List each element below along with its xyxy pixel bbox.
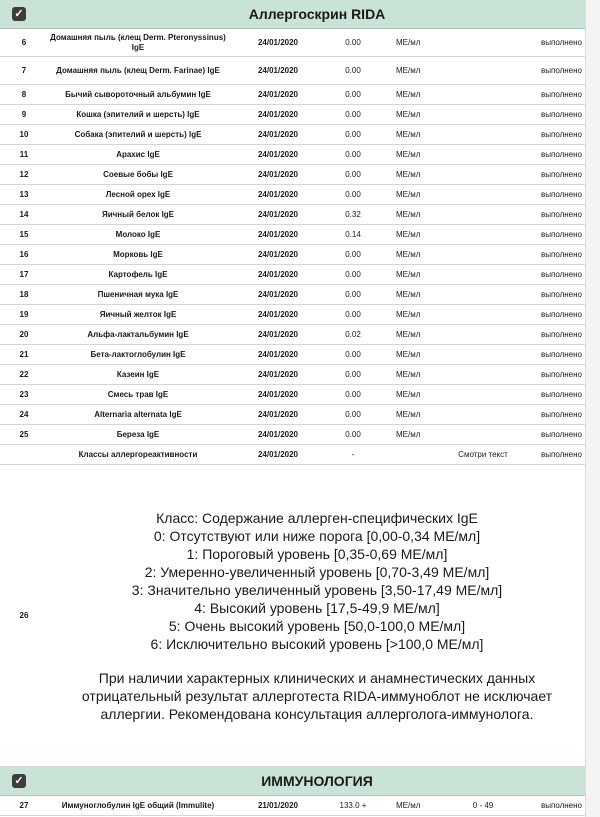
test-status: выполнено (526, 445, 586, 465)
reference-range (440, 405, 526, 425)
test-unit: МЕ/мл (378, 85, 440, 105)
test-status: выполнено (526, 425, 586, 445)
reference-range: Смотри текст (440, 445, 526, 465)
test-value: 0.00 (328, 245, 378, 265)
row-number (0, 445, 48, 465)
test-status: выполнено (526, 29, 586, 57)
test-value: 0.00 (328, 165, 378, 185)
row-number: 13 (0, 185, 48, 205)
test-unit: МЕ/мл (378, 325, 440, 345)
reference-range (440, 345, 526, 365)
test-name: Иммуноглобулин IgE общий (Immulite) (48, 796, 228, 816)
class-line: 3: Значительно увеличенный уровень [3,50-17,49 МЕ/мл] (131, 581, 503, 598)
test-status: выполнено (526, 85, 586, 105)
test-unit: МЕ/мл (378, 165, 440, 185)
test-unit: МЕ/мл (378, 425, 440, 445)
test-name: Смесь трав IgE (48, 385, 228, 405)
test-value: 0.00 (328, 405, 378, 425)
test-value: 0.00 (328, 265, 378, 285)
test-value: 0.00 (328, 145, 378, 165)
row-number: 17 (0, 265, 48, 285)
test-status: выполнено (526, 145, 586, 165)
test-status: выполнено (526, 125, 586, 145)
test-date: 24/01/2020 (228, 305, 328, 325)
row-number: 27 (0, 796, 48, 816)
test-name: Альфа-лактальбумин IgE (48, 325, 228, 345)
section-checkbox-icon[interactable]: ✓ (12, 7, 26, 21)
test-date: 24/01/2020 (228, 365, 328, 385)
test-date: 24/01/2020 (228, 85, 328, 105)
class-line: 0: Отсутствуют или ниже порога [0,00-0,34 МЕ/мл] (153, 527, 481, 544)
class-line: 6: Исключительно высокий уровень [>100,0 МЕ/мл] (150, 635, 484, 652)
test-date: 24/01/2020 (228, 145, 328, 165)
test-value: - (328, 445, 378, 465)
table-row (0, 105, 586, 125)
reference-range (440, 325, 526, 345)
section-header-immunology (0, 767, 586, 796)
allergy-classes-text (48, 465, 586, 767)
test-status: выполнено (526, 325, 586, 345)
reference-range (440, 365, 526, 385)
row-number: 11 (0, 145, 48, 165)
row-number: 16 (0, 245, 48, 265)
test-name: Яичный желток IgE (48, 305, 228, 325)
table-row (0, 325, 586, 345)
test-date: 24/01/2020 (228, 185, 328, 205)
test-status: выполнено (526, 345, 586, 365)
test-unit: МЕ/мл (378, 105, 440, 125)
reference-range (440, 305, 526, 325)
test-date: 24/01/2020 (228, 345, 328, 365)
reference-range (440, 29, 526, 57)
test-unit: МЕ/мл (378, 385, 440, 405)
test-value: 0.00 (328, 305, 378, 325)
class-line: Класс: Содержание аллерген-специфических IgE (156, 509, 478, 526)
test-value: 0.00 (328, 345, 378, 365)
test-status: выполнено (526, 165, 586, 185)
test-value: 0.14 (328, 225, 378, 245)
row-number: 9 (0, 105, 48, 125)
row-number: 19 (0, 305, 48, 325)
table-row (0, 425, 586, 445)
reference-range (440, 57, 526, 85)
row-number: 7 (0, 57, 48, 85)
table-row (0, 385, 586, 405)
reference-range (440, 265, 526, 285)
test-value: 0.00 (328, 365, 378, 385)
test-unit: МЕ/мл (378, 29, 440, 57)
table-row (0, 265, 586, 285)
row-number: 26 (0, 465, 48, 767)
table-row (0, 205, 586, 225)
test-date: 24/01/2020 (228, 245, 328, 265)
row-number: 22 (0, 365, 48, 385)
test-unit: МЕ/мл (378, 125, 440, 145)
test-date: 24/01/2020 (228, 425, 328, 445)
section-title: Аллергоскрин RIDA (48, 0, 586, 29)
test-unit: МЕ/мл (378, 225, 440, 245)
table-row (0, 365, 586, 385)
reference-range (440, 165, 526, 185)
test-name: Alternaria alternata IgE (48, 405, 228, 425)
table-row (0, 165, 586, 185)
test-name: Домашняя пыль (клещ Derm. Pteronyssinus) IgE (48, 29, 228, 57)
test-status: выполнено (526, 205, 586, 225)
test-unit: МЕ/мл (378, 57, 440, 85)
test-unit: МЕ/мл (378, 285, 440, 305)
test-unit: МЕ/мл (378, 365, 440, 385)
table-row (0, 225, 586, 245)
section-checkbox-icon[interactable]: ✓ (12, 774, 26, 788)
test-value: 0.00 (328, 385, 378, 405)
test-unit: МЕ/мл (378, 405, 440, 425)
test-name: Молоко IgE (48, 225, 228, 245)
row-number: 12 (0, 165, 48, 185)
row-number: 18 (0, 285, 48, 305)
reference-range (440, 105, 526, 125)
class-line: 5: Очень высокий уровень [50,0-100,0 МЕ/мл] (168, 617, 466, 634)
test-value: 0.00 (328, 105, 378, 125)
test-date: 24/01/2020 (228, 385, 328, 405)
test-status: выполнено (526, 225, 586, 245)
section-checkbox-cell (0, 767, 48, 796)
test-date: 24/01/2020 (228, 57, 328, 85)
test-unit: МЕ/мл (378, 265, 440, 285)
scrollbar[interactable] (585, 0, 600, 817)
table-row (0, 405, 586, 425)
reference-range (440, 225, 526, 245)
table-row (0, 445, 586, 465)
test-value: 0.00 (328, 85, 378, 105)
test-status: выполнено (526, 305, 586, 325)
test-value: 0.32 (328, 205, 378, 225)
row-number: 10 (0, 125, 48, 145)
spacer (62, 653, 572, 669)
clinical-note: При наличии характерных клинических и анамнестических данных отрицательный результат аллерготеста RIDA-иммуноблот не исключает аллергии. Рекомендована консультация аллерголога-иммунолога. (81, 669, 553, 722)
test-status: выполнено (526, 385, 586, 405)
test-name: Бычий сывороточный альбумин IgE (48, 85, 228, 105)
table-row (0, 345, 586, 365)
test-status: выполнено (526, 245, 586, 265)
test-date: 24/01/2020 (228, 165, 328, 185)
row-number: 6 (0, 29, 48, 57)
test-value: 0.02 (328, 325, 378, 345)
table-row (0, 285, 586, 305)
test-unit: МЕ/мл (378, 796, 440, 816)
section-title: ИММУНОЛОГИЯ (48, 767, 586, 796)
table-row (0, 125, 586, 145)
test-name: Морковь IgE (48, 245, 228, 265)
test-value: 0.00 (328, 125, 378, 145)
row-number: 20 (0, 325, 48, 345)
row-number: 21 (0, 345, 48, 365)
test-unit: МЕ/мл (378, 205, 440, 225)
test-date: 24/01/2020 (228, 125, 328, 145)
reference-range (440, 425, 526, 445)
reference-range (440, 145, 526, 165)
section-header-allergoscreen (0, 0, 586, 29)
test-value: 0.00 (328, 285, 378, 305)
test-name: Яичный белок IgE (48, 205, 228, 225)
row-number: 25 (0, 425, 48, 445)
test-date: 24/01/2020 (228, 405, 328, 425)
test-date: 24/01/2020 (228, 105, 328, 125)
reference-range (440, 385, 526, 405)
test-name: Арахис IgE (48, 145, 228, 165)
test-value: 0.00 (328, 29, 378, 57)
test-name: Собака (эпителий и шерсть) IgE (48, 125, 228, 145)
test-unit: МЕ/мл (378, 245, 440, 265)
reference-range: 0 - 49 (440, 796, 526, 816)
reference-range (440, 205, 526, 225)
row-number: 14 (0, 205, 48, 225)
test-value: 0.00 (328, 425, 378, 445)
test-status: выполнено (526, 405, 586, 425)
test-status: выполнено (526, 185, 586, 205)
test-unit: МЕ/мл (378, 305, 440, 325)
class-line: 1: Пороговый уровень [0,35-0,69 МЕ/мл] (186, 545, 448, 562)
table-row (0, 145, 586, 165)
test-date: 24/01/2020 (228, 205, 328, 225)
row-number: 23 (0, 385, 48, 405)
table-row (0, 85, 586, 105)
allergy-classes-row (0, 465, 586, 767)
class-line: 2: Умеренно-увеличенный уровень [0,70-3,49 МЕ/мл] (144, 563, 490, 580)
test-date: 24/01/2020 (228, 29, 328, 57)
test-unit: МЕ/мл (378, 145, 440, 165)
table-row (0, 57, 586, 85)
test-name: Домашняя пыль (клещ Derm. Farinae) IgE (48, 57, 228, 85)
test-unit (378, 445, 440, 465)
test-date: 24/01/2020 (228, 225, 328, 245)
test-name: Картофель IgE (48, 265, 228, 285)
test-status: выполнено (526, 365, 586, 385)
reference-range (440, 125, 526, 145)
table-row (0, 305, 586, 325)
test-unit: МЕ/мл (378, 345, 440, 365)
test-value: 133.0 + (328, 796, 378, 816)
test-status: выполнено (526, 285, 586, 305)
test-status: выполнено (526, 265, 586, 285)
test-status: выполнено (526, 105, 586, 125)
test-date: 24/01/2020 (228, 265, 328, 285)
table-row (0, 245, 586, 265)
test-date: 24/01/2020 (228, 285, 328, 305)
reference-range (440, 245, 526, 265)
table-row (0, 29, 586, 57)
test-name: Классы аллергореактивности (48, 445, 228, 465)
class-line: 4: Высокий уровень [17,5-49,9 МЕ/мл] (194, 599, 440, 616)
test-name: Казеин IgE (48, 365, 228, 385)
test-name: Кошка (эпителий и шерсть) IgE (48, 105, 228, 125)
reference-range (440, 285, 526, 305)
test-name: Лесной орех IgE (48, 185, 228, 205)
test-status: выполнено (526, 57, 586, 85)
test-status: выполнено (526, 796, 586, 816)
test-date: 21/01/2020 (228, 796, 328, 816)
table-row (0, 796, 586, 816)
test-name: Соевые бобы IgE (48, 165, 228, 185)
test-name: Береза IgE (48, 425, 228, 445)
test-name: Бета-лактоглобулин IgE (48, 345, 228, 365)
test-name: Пшеничная мука IgE (48, 285, 228, 305)
test-value: 0.00 (328, 185, 378, 205)
row-number: 24 (0, 405, 48, 425)
test-date: 24/01/2020 (228, 325, 328, 345)
reference-range (440, 185, 526, 205)
table-row (0, 185, 586, 205)
reference-range (440, 85, 526, 105)
test-date: 24/01/2020 (228, 445, 328, 465)
test-value: 0.00 (328, 57, 378, 85)
row-number: 8 (0, 85, 48, 105)
test-unit: МЕ/мл (378, 185, 440, 205)
row-number: 15 (0, 225, 48, 245)
